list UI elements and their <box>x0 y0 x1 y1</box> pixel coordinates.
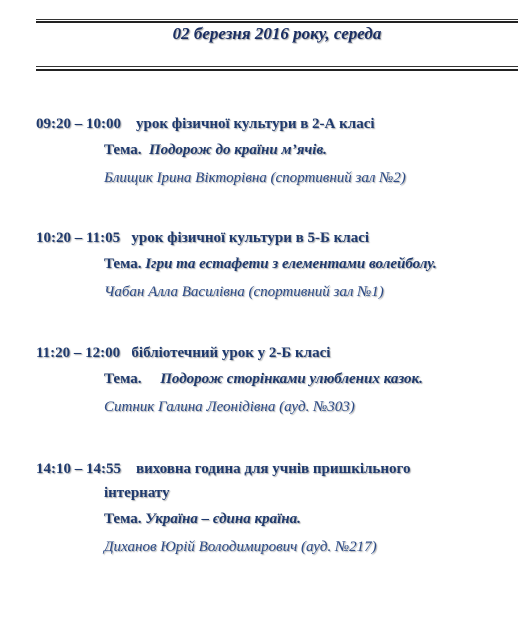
event-theme: Ігри та естафети з елементами волейболу. <box>145 256 437 272</box>
event-activity: бібліотечний урок у 2-Б класі <box>131 345 331 361</box>
schedule-event <box>36 112 516 192</box>
page-title-date: 02 березня 2016 року, середа <box>172 24 382 43</box>
event-activity: виховна година для учнів пришкільного <box>136 461 411 477</box>
event-heading <box>36 457 516 481</box>
top-rule-thick <box>36 21 518 23</box>
event-activity: урок фізичної культури в 5-Б класі <box>131 230 370 246</box>
header-rule-thick <box>36 69 518 71</box>
event-teacher: Чабан Алла Василівна (спортивний зал №1) <box>104 284 384 300</box>
event-theme: Україна – єдина країна. <box>145 511 301 527</box>
schedule-event <box>36 457 516 561</box>
event-teacher: Ситник Галина Леонідівна (ауд. №303) <box>104 399 355 415</box>
header-rule-thin <box>36 66 518 67</box>
event-activity-continued: інтернату <box>104 485 170 501</box>
event-heading <box>36 341 516 365</box>
event-heading <box>36 112 516 136</box>
event-time: 09:20 – 10:00 <box>36 116 121 132</box>
schedule-event <box>36 341 516 421</box>
event-theme-line <box>36 365 516 393</box>
event-theme: Подорож сторінками улюблених казок. <box>160 371 423 387</box>
theme-label: Тема. <box>104 142 142 158</box>
event-time: 11:20 – 12:00 <box>36 345 121 361</box>
theme-label: Тема. <box>104 371 142 387</box>
event-teacher: Диханов Юрій Володимирович (ауд. №217) <box>104 539 377 555</box>
event-time: 10:20 – 11:05 <box>36 230 121 246</box>
event-heading <box>36 226 516 250</box>
event-theme: Подорож до країни м’ячів. <box>148 142 327 158</box>
schedule-event <box>36 226 516 306</box>
event-teacher: Блищик Ірина Вікторівна (спортивний зал №2) <box>104 170 406 186</box>
theme-label: Тема. <box>104 511 142 527</box>
event-theme-line <box>36 136 516 164</box>
event-theme-line <box>36 250 516 278</box>
top-rule-thin <box>36 19 518 20</box>
event-time: 14:10 – 14:55 <box>36 461 121 477</box>
event-activity: урок фізичної культури в 2-А класі <box>136 116 375 132</box>
theme-label: Тема. <box>104 256 142 272</box>
event-theme-line <box>36 505 516 533</box>
